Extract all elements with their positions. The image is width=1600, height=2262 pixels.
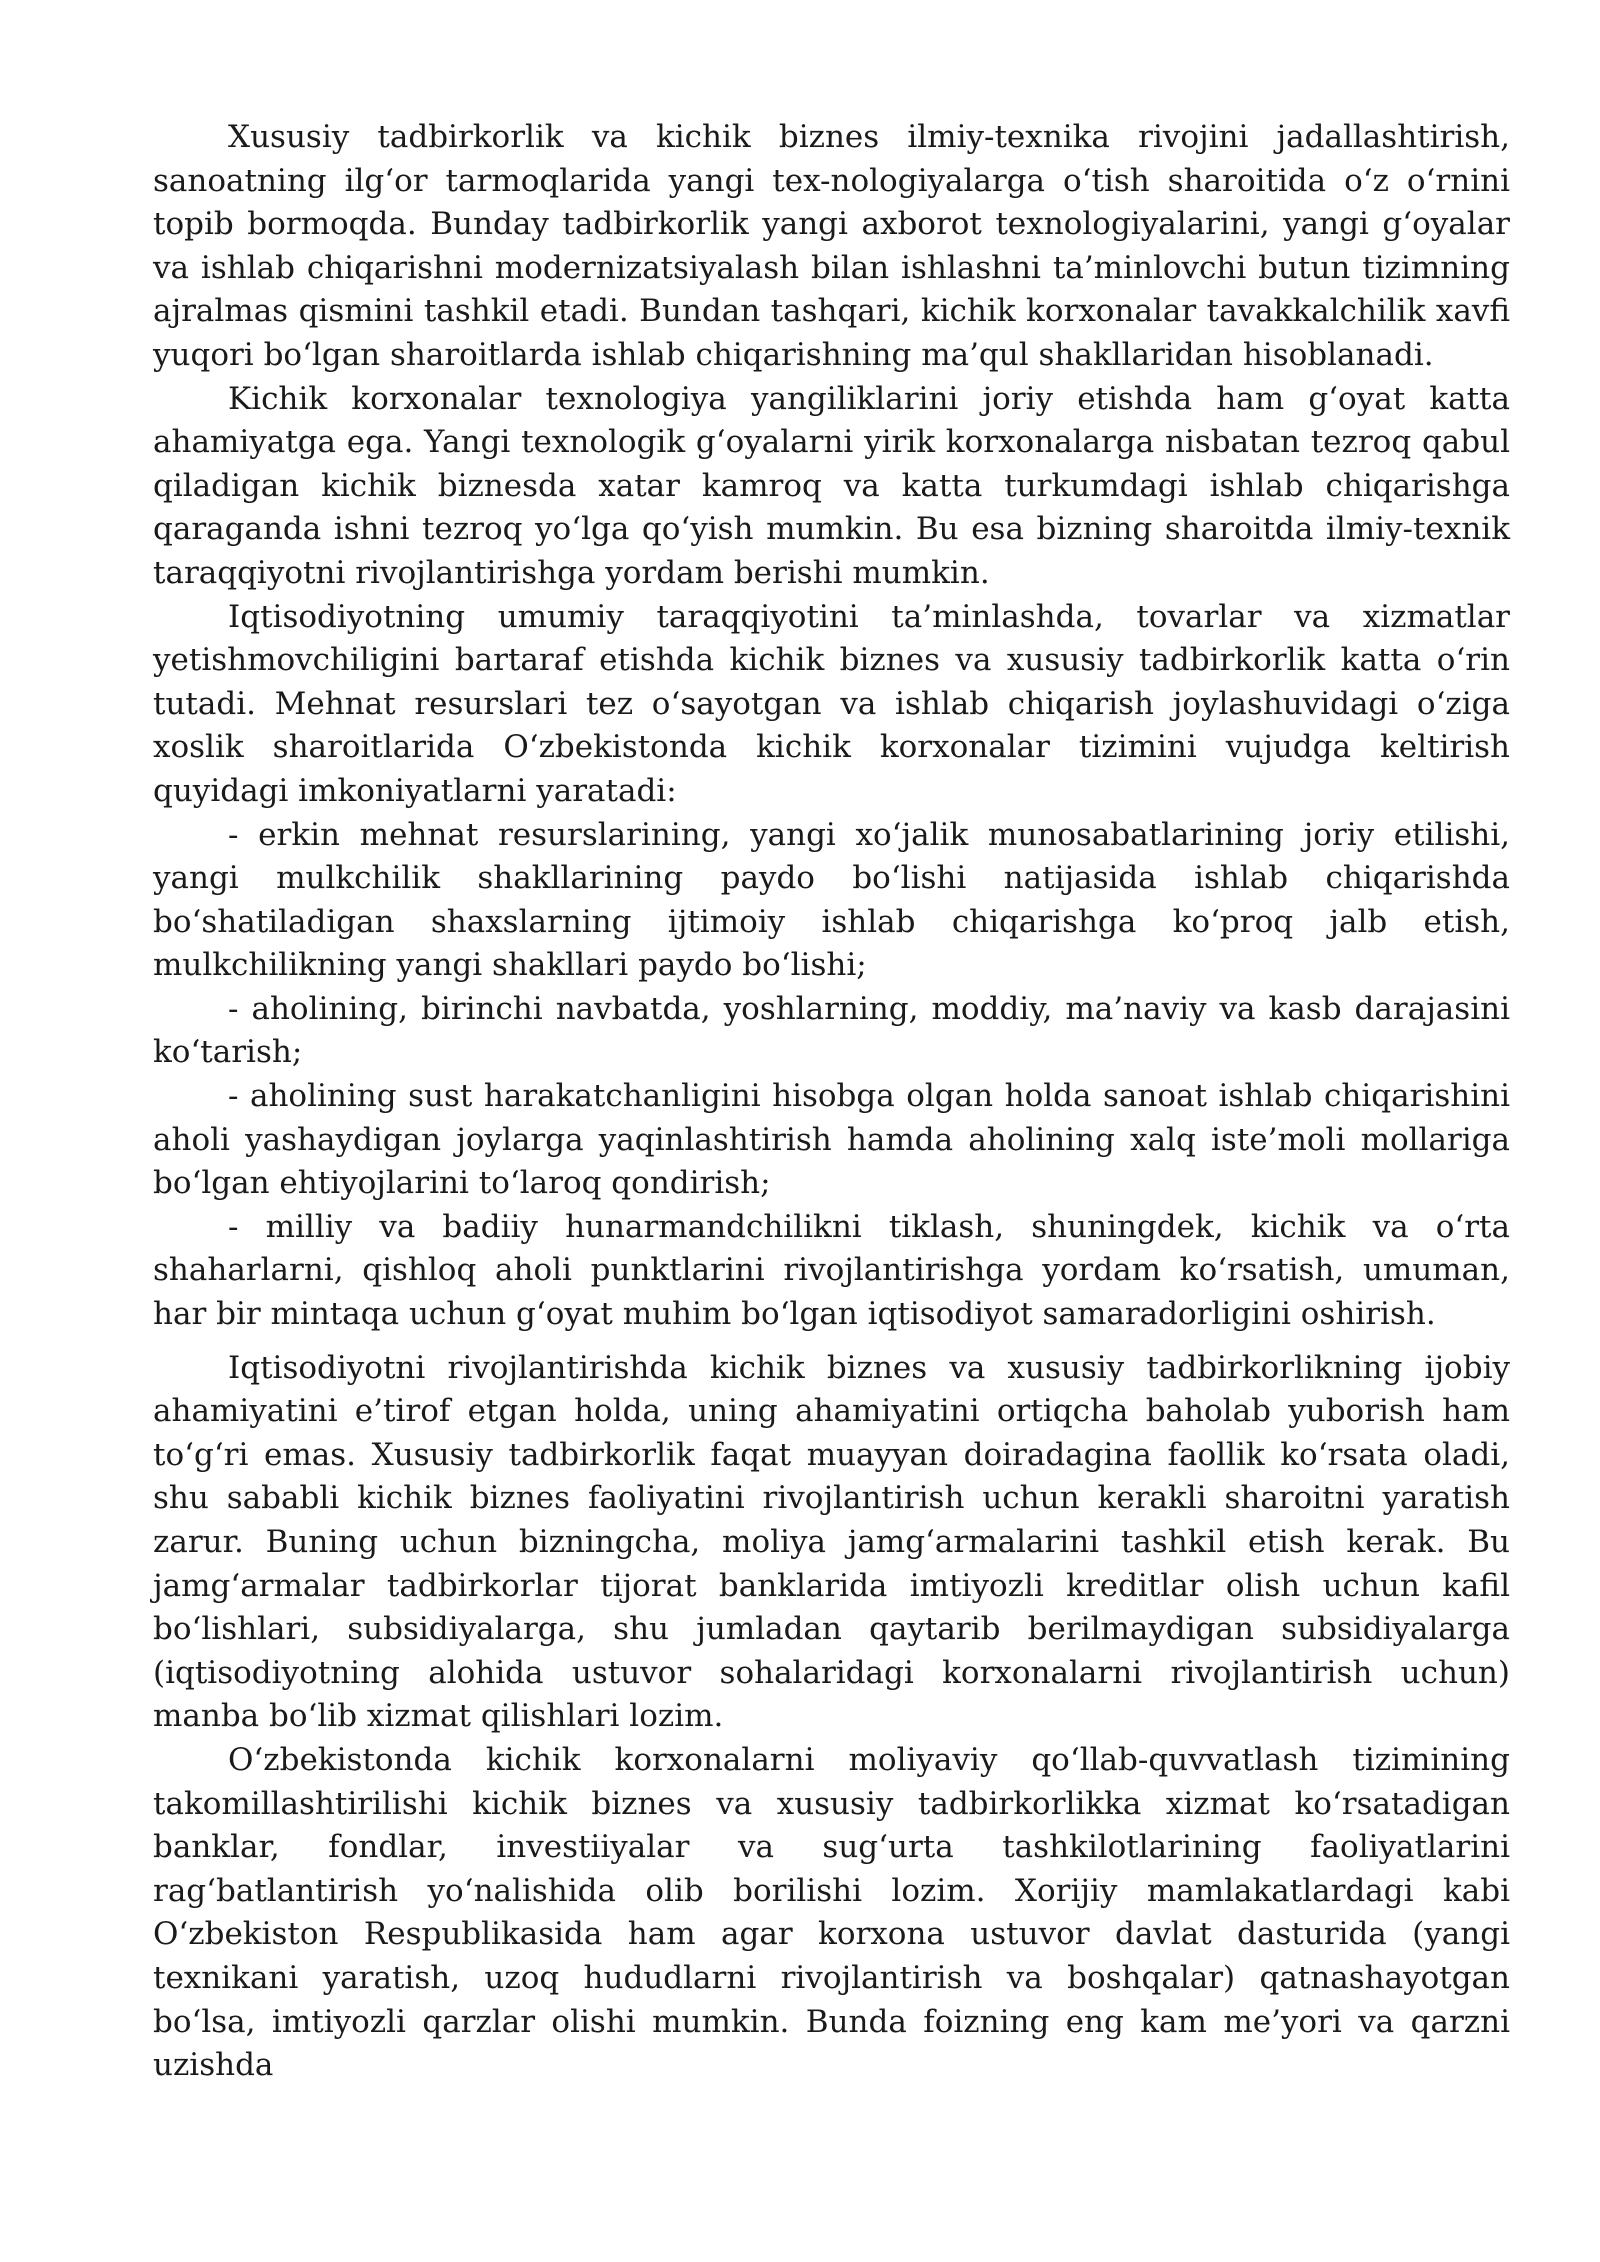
paragraph-1: Xususiy tadbirkorlik va kichik biznes ilmiy-texnika rivojini jadallashtirish, sanoatning ilg‘or tarmoqlarida yangi tex-nologiyalarga o‘tish sharoitida o‘z o‘rnini topib bormoqda. Bunday tadbirkorlik yangi axborot texnologiyalarini, yangi g‘oyalar va ishlab chiqarishni modernizatsiyalash bilan ishlashni ta’minlovchi butun tizimning ajralmas qismini tashkil etadi. Bundan tashqari, kichik korxonalar tavakkalchilik xavfi yuqori bo‘lgan sharoitlarda ishlab chiqarishning ma’qul shakllaridan hisoblanadi.: [153, 119, 1510, 373]
list-item-4: - milliy va badiiy hunarmandchilikni tiklash, shuningdek, kichik va o‘rta shaharlarni, qishloq aholi punktlarini rivojlantirishga yordam ko‘rsatish, umuman, har bir mintaqa uchun g‘oyat muhim bo‘lgan iqtisodiyot samaradorligini oshirish.: [153, 1208, 1510, 1333]
list-item-2: - aholining, birinchi navbatda, yoshlarning, moddiy, ma’naviy va kasb darajasini ko‘tarish;: [153, 990, 1510, 1071]
paragraph-4: Iqtisodiyotni rivojlantirishda kichik biznes va xususiy tadbirkorlikning ijobiy ahamiyatini e’tirof etgan holda, uning ahamiyatini ortiqcha baholab yuborish ham to‘g‘ri emas. Xususiy tadbirkorlik faqat muayyan doiradagina faollik ko‘rsata oladi, shu sababli kichik biznes faoliyatini rivojlantirish uchun kerakli sharoitni yaratish zarur. Buning uchun bizningcha, moliya jamg‘armalarini tashkil etish kerak. Bu jamg‘armalar tadbirkorlar tijorat banklarida imtiyozli kreditlar olish uchun kafil bo‘lishlari, subsidiyalarga, shu jumladan qaytarib berilmaydigan subsidiyalarga (iqtisodiyotning alohida ustuvor sohalaridagi korxonalarni rivojlantirish uchun) manba bo‘lib xizmat qilishlari lozim.: [153, 1349, 1510, 1735]
list-item-1: - erkin mehnat resurslarining, yangi xo‘jalik munosabatlarining joriy etilishi, yangi mulkchilik shakllarining paydo bo‘lishi natijasida ishlab chiqarishda bo‘shatiladigan shaxslarning ijtimoiy ishlab chiqarishga ko‘proq jalb etish, mulkchilikning yangi shakllari paydo bo‘lishi;: [153, 816, 1510, 984]
paragraph-3: Iqtisodiyotning umumiy taraqqiyotini ta’minlashda, tovarlar va xizmatlar yetishmovchiligini bartaraf etishda kichik biznes va xususiy tadbirkorlik katta o‘rin tutadi. Mehnat resurslari tez o‘sayotgan va ishlab chiqarish joylashuvidagi o‘ziga xoslik sharoitlarida O‘zbekistonda kichik korxonalar tizimini vujudga keltirish quyidagi imkoniyatlarni yaratadi:: [153, 598, 1510, 809]
paragraph-2: Kichik korxonalar texnologiya yangiliklarini joriy etishda ham g‘oyat katta ahamiyatga ega. Yangi texnologik g‘oyalarni yirik korxonalarga nisbatan tezroq qabul qiladigan kichik biznesda xatar kamroq va katta turkumdagi ishlab chiqarishga qaraganda ishni tezroq yo‘lga qo‘yish mumkin. Bu esa bizning sharoitda ilmiy-texnik taraqqiyotni rivojlantirishga yordam berishi mumkin.: [153, 380, 1510, 591]
list-item-3: - aholining sust harakatchanligini hisobga olgan holda sanoat ishlab chiqarishini aholi yashaydigan joylarga yaqinlashtirish hamda aholining xalq iste’moli mollariga bo‘lgan ehtiyojlarini to‘laroq qondirish;: [153, 1078, 1510, 1202]
document-page: [153, 116, 1510, 2088]
paragraph-5: O‘zbekistonda kichik korxonalarni moliyaviy qo‘llab-quvvatlash tizimining takomillashtirilishi kichik biznes va xususiy tadbirkorlikka xizmat ko‘rsatadigan banklar, fondlar, investiiyalar va sug‘urta tashkilotlarining faoliyatlarini rag‘batlantirish yo‘nalishida olib borilishi lozim. Xorijiy mamlakatlardagi kabi O‘zbekiston Respublikasida ham agar korxona ustuvor davlat dasturida (yangi texnikani yaratish, uzoq hududlarni rivojlantirish va boshqalar) qatnashayotgan bo‘lsa, imtiyozli qarzlar olishi mumkin. Bunda foizning eng kam me’yori va qarzni uzishda: [153, 1741, 1510, 2084]
